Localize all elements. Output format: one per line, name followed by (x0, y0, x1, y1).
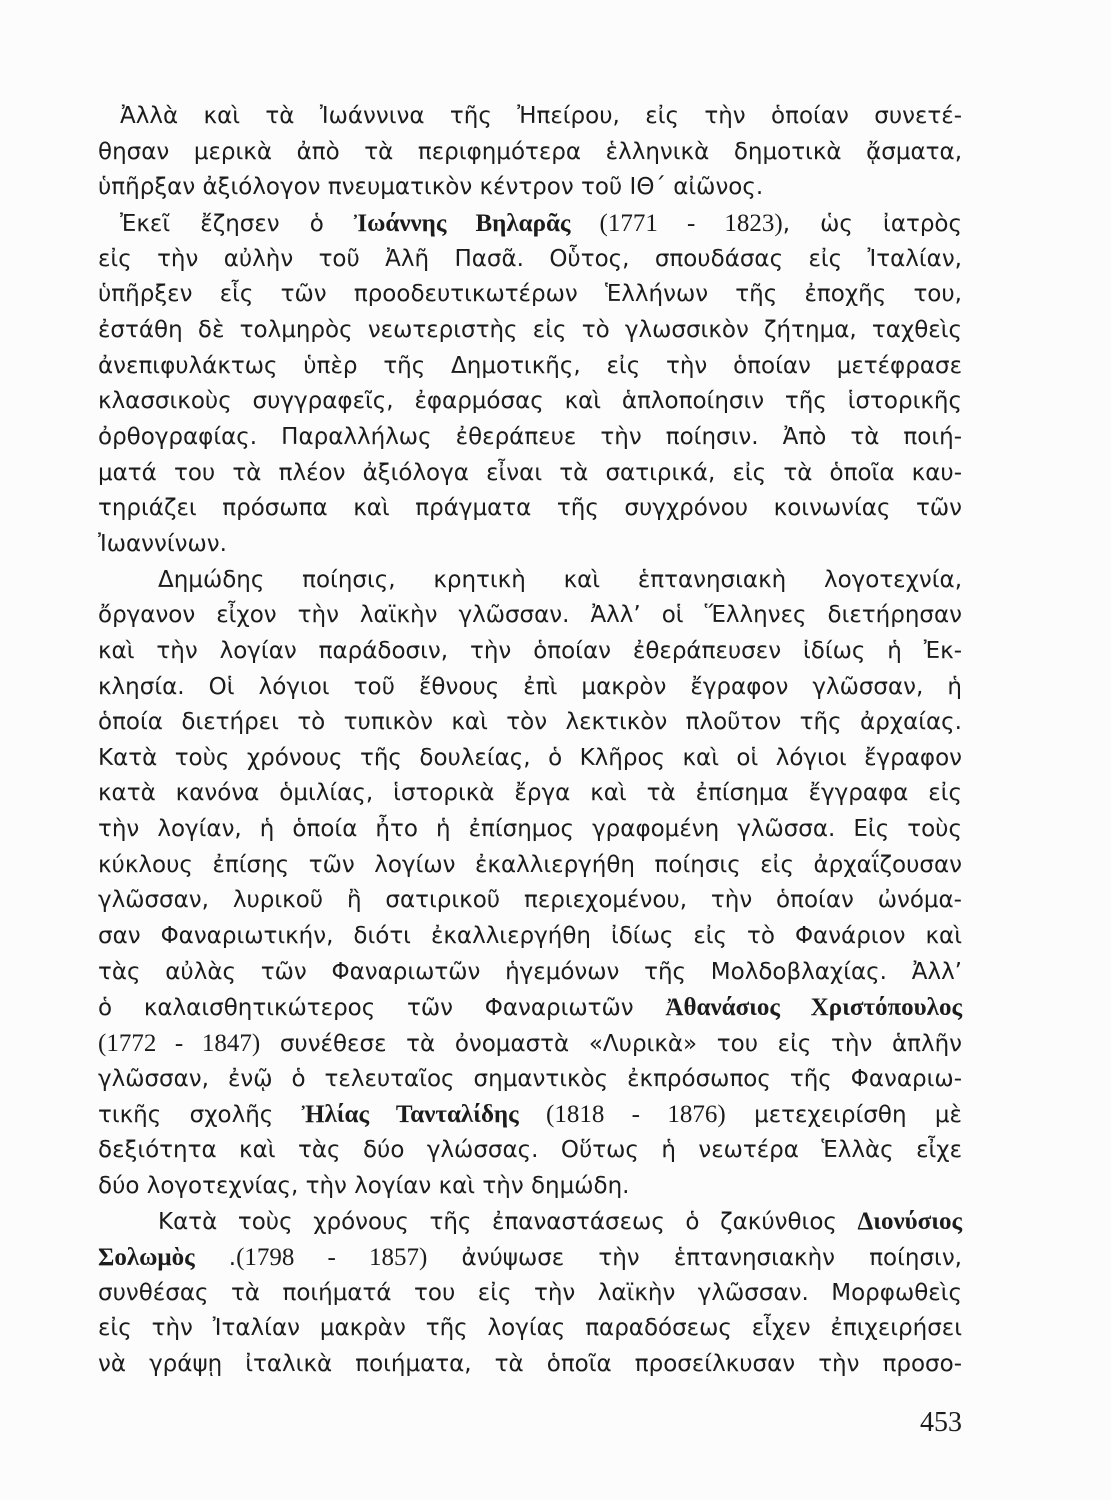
text-segment: γλῶσσαν, ἐνῷ ὁ τελευταῖος σημαντικὸς ἐκπρόσωπος τῆς Φαναριω- (98, 1065, 962, 1092)
text-line (98, 1062, 962, 1098)
person-name: Ἰωάννης Βηλαρᾶς (354, 209, 571, 237)
text-line (98, 705, 962, 741)
text-segment: ἀνύψωσε τὴν ἑπτανησιακὴν ποίησιν, (427, 1245, 962, 1271)
text-segment: συνθέσας τὰ ποιήματά του εἰς τὴν λαϊκὴν γλῶσσαν. Μορφωθεὶς (98, 1279, 962, 1306)
text-segment: κλασσικοὺς συγγραφεῖς, ἐφαρμόσας καὶ ἁπλοποίησιν τῆς ἱστορικῆς (98, 388, 962, 415)
text-segment: σαν Φαναριωτικήν, διότι ἐκαλλιεργήθη ἰδίως εἰς τὸ Φανάριον καὶ (98, 923, 962, 950)
text-line (98, 99, 962, 135)
text-segment: κλησία. Οἱ λόγιοι τοῦ ἔθνους ἐπὶ μακρὸν ἔγραφον γλῶσσαν, ἡ (98, 673, 962, 700)
text-segment: τηριάζει πρόσωπα καὶ πράγματα τῆς συγχρόνου κοινωνίας τῶν (98, 495, 962, 522)
paragraph (98, 563, 962, 1205)
text-line (98, 919, 962, 955)
person-name: Διονύσιος (857, 1208, 962, 1236)
text-line (98, 1347, 962, 1383)
text-segment: γλῶσσαν, λυρικοῦ ἢ σατιρικοῦ περιεχομένου, τὴν ὁποίαν ὠνόμα- (98, 887, 962, 914)
text-segment: . (194, 1245, 237, 1271)
text-line (98, 384, 962, 420)
text-line (98, 135, 962, 171)
date-range: (1818 - 1876) (518, 1101, 726, 1129)
text-line (98, 563, 962, 599)
text-line (98, 1276, 962, 1312)
text-segment: ὀρθογραφίας. Παραλλήλως ἐθεράπευε τὴν ποίησιν. Ἀπὸ τὰ ποιή- (98, 423, 962, 450)
date-range: (1771 - 1823) (570, 209, 783, 237)
text-segment: θησαν μερικὰ ἀπὸ τὰ περιφημότερα ἑλληνικὰ δημοτικὰ ᾄσματα, (98, 138, 962, 165)
text-line (98, 456, 962, 492)
text-line (98, 277, 962, 313)
paragraph (98, 206, 962, 563)
text-segment: , ὡς ἰατρὸς (782, 210, 962, 237)
text-line (98, 313, 962, 349)
text-line (98, 1169, 962, 1205)
date-range: (1772 - 1847) (98, 1030, 261, 1058)
text-segment: νὰ γράψῃ ἰταλικὰ ποιήματα, τὰ ὁποῖα προσείλκυσαν τὴν προσο- (98, 1350, 962, 1377)
text-line (98, 670, 962, 706)
text-segment: συνέθεσε τὰ ὀνομαστὰ «Λυρικὰ» του εἰς τὴν ἁπλῆν (260, 1031, 962, 1058)
text-line (98, 170, 962, 206)
text-segment: μετεχειρίσθη μὲ (725, 1102, 962, 1129)
text-segment: εἰς τὴν αὐλὴν τοῦ Ἀλῆ Πασᾶ. Οὗτος, σπουδάσας εἰς Ἰταλίαν, (98, 245, 962, 272)
date-range: (1798 - 1857) (236, 1244, 428, 1271)
text-segment: Ἐκεῖ ἔζησεν ὁ (120, 210, 354, 237)
text-line (98, 349, 962, 385)
text-segment: Κατὰ τοὺς χρόνους τῆς ἐπαναστάσεως ὁ ζακύνθιος (158, 1209, 858, 1236)
text-line (98, 1311, 962, 1347)
text-segment: ὁποία διετήρει τὸ τυπικὸν καὶ τὸν λεκτικὸν πλοῦτον τῆς ἀρχαίας. (98, 709, 962, 736)
person-name: Σολωμὸς (98, 1244, 195, 1271)
text-segment: καὶ τὴν λογίαν παράδοσιν, τὴν ὁποίαν ἐθεράπευσεν ἰδίως ἡ Ἐκ- (98, 637, 962, 664)
text-line (98, 1026, 962, 1062)
text-line (98, 741, 962, 777)
text-segment: δύο λογοτεχνίας, τὴν λογίαν καὶ τὴν δημώδη. (98, 1172, 630, 1199)
paragraph (98, 99, 962, 206)
text-line (98, 1240, 962, 1276)
text-segment: ὄργανον εἶχον τὴν λαϊκὴν γλῶσσαν. Ἀλλ’ οἱ Ἕλληνες διετήρησαν (98, 602, 962, 629)
text-segment: κατὰ κανόνα ὁμιλίας, ἱστορικὰ ἔργα καὶ τὰ ἐπίσημα ἔγγραφα εἰς (98, 780, 962, 807)
paragraph (98, 1204, 962, 1382)
text-segment: τὴν λογίαν, ἡ ὁποία ἦτο ἡ ἐπίσημος γραφομένη γλῶσσα. Εἰς τοὺς (98, 816, 962, 843)
text-segment: ἐστάθη δὲ τολμηρὸς νεωτεριστὴς εἰς τὸ γλωσσικὸν ζήτημα, ταχθεὶς (98, 316, 962, 343)
text-line (98, 1204, 962, 1240)
text-segment: Ἰωαννίνων. (98, 530, 227, 557)
text-line (98, 242, 962, 278)
text-segment: Ἀλλὰ καὶ τὰ Ἰωάννινα τῆς Ἠπείρου, εἰς τὴν ὁποίαν συνετέ- (120, 103, 962, 129)
text-line (98, 776, 962, 812)
text-line (98, 990, 962, 1026)
text-segment: τὰς αὐλὰς τῶν Φαναριωτῶν ἡγεμόνων τῆς Μολδοβλαχίας. Ἀλλ’ (98, 958, 962, 985)
text-segment: ὑπῆρξεν εἷς τῶν προοδευτικωτέρων Ἑλλήνων τῆς ἐποχῆς του, (98, 281, 962, 308)
text-line (98, 1097, 962, 1133)
person-name: Ἠλίας Τανταλίδης (301, 1101, 519, 1129)
text-line (98, 634, 962, 670)
text-segment: κύκλους ἐπίσης τῶν λογίων ἐκαλλιεργήθη ποίησις εἰς ἀρχαΐζουσαν (98, 851, 962, 878)
text-segment: εἰς τὴν Ἰταλίαν μακρὰν τῆς λογίας παραδόσεως εἶχεν ἐπιχειρήσει (98, 1315, 962, 1342)
text-segment: δεξιότητα καὶ τὰς δύο γλώσσας. Οὕτως ἡ νεωτέρα Ἑλλὰς εἶχε (98, 1137, 962, 1164)
text-line (98, 527, 962, 563)
text-line (98, 848, 962, 884)
text-line (98, 812, 962, 848)
text-segment: ἀνεπιφυλάκτως ὑπὲρ τῆς Δημοτικῆς, εἰς τὴν ὁποίαν μετέφρασε (98, 352, 962, 379)
text-segment: ὑπῆρξαν ἀξιόλογον πνευματικὸν κέντρον τοῦ ΙΘ΄ αἰῶνος. (98, 174, 764, 201)
text-line (98, 420, 962, 456)
page-text (98, 99, 962, 1383)
person-name: Ἀθανάσιος Χριστόπουλος (665, 994, 962, 1022)
text-line (98, 1133, 962, 1169)
text-segment: Κατὰ τοὺς χρόνους τῆς δουλείας, ὁ Κλῆρος καὶ οἱ λόγιοι ἔγραφον (98, 744, 962, 771)
text-line (98, 491, 962, 527)
text-line (98, 883, 962, 919)
text-line (98, 955, 962, 991)
text-line (98, 206, 962, 242)
text-segment: ματά του τὰ πλέον ἀξιόλογα εἶναι τὰ σατιρικά, εἰς τὰ ὁποῖα καυ- (98, 459, 962, 486)
text-segment: Δημώδης ποίησις, κρητικὴ καὶ ἑπτανησιακὴ λογοτεχνία, (158, 566, 962, 593)
text-segment: τικῆς σχολῆς (98, 1102, 302, 1129)
text-line (98, 598, 962, 634)
text-segment: ὁ καλαισθητικώτερος τῶν Φαναριωτῶν (98, 995, 666, 1022)
page-number: 453 (920, 1407, 962, 1438)
